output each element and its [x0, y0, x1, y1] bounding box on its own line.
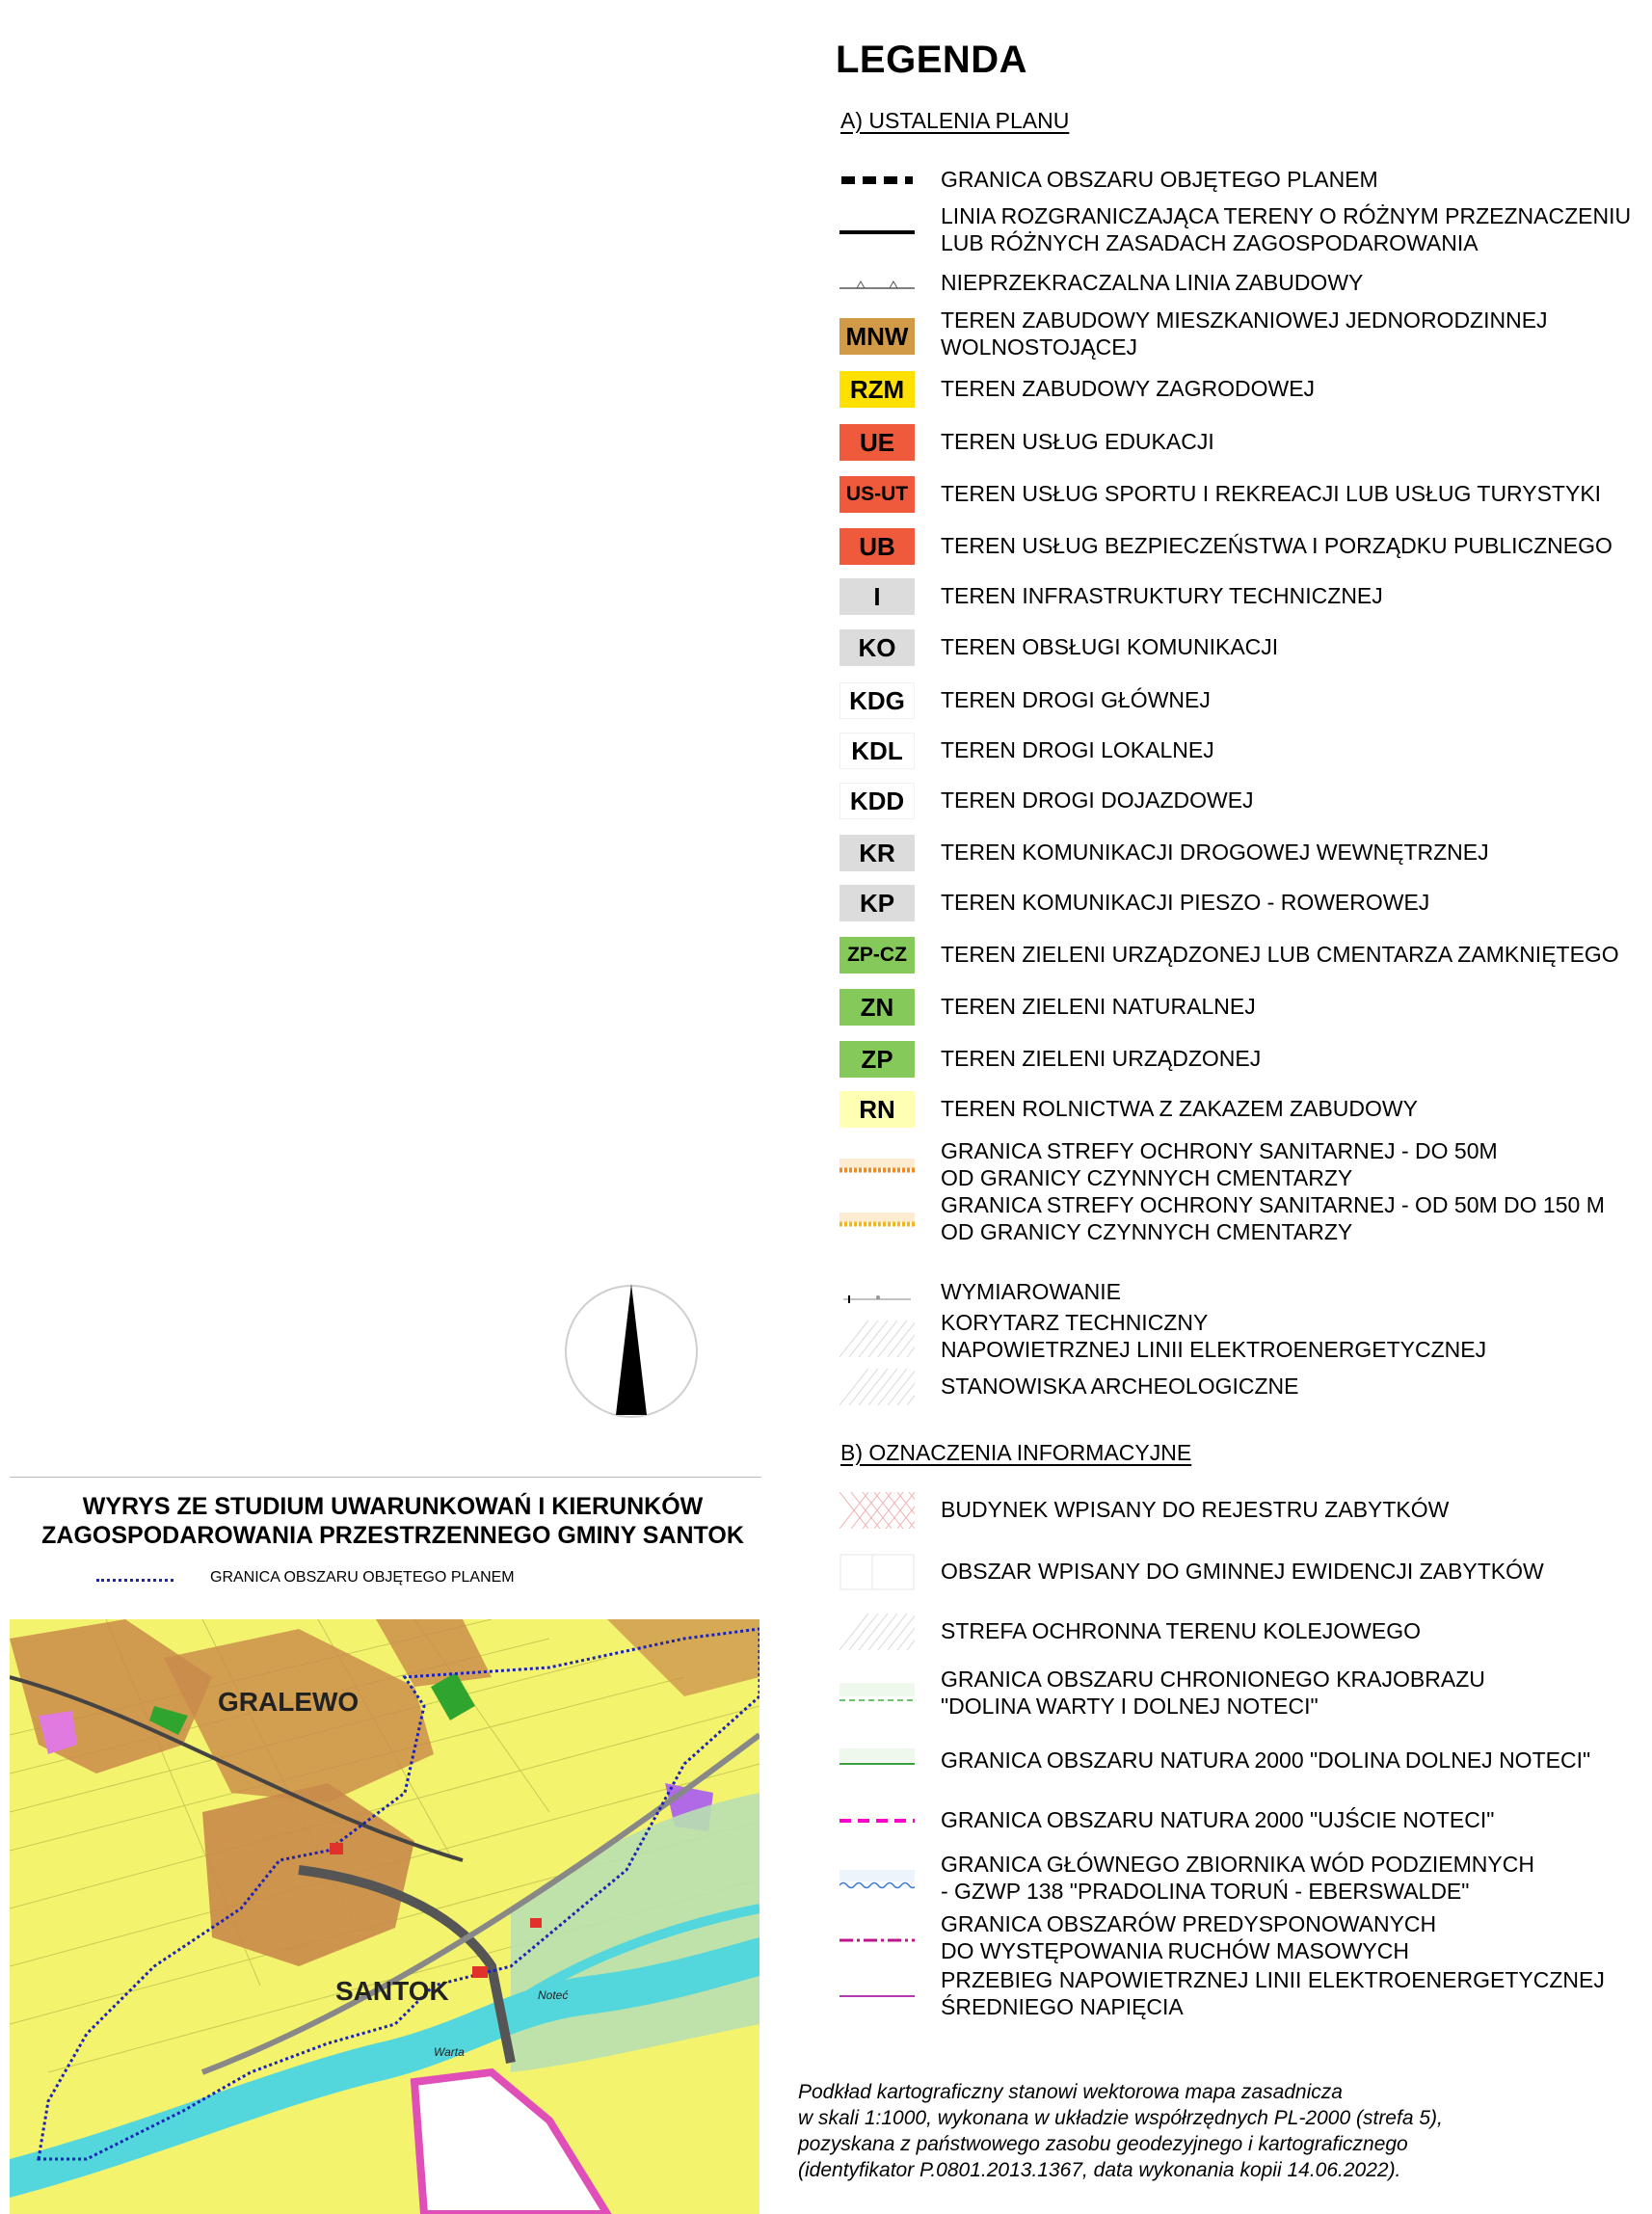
legend-a-label — [941, 166, 1378, 193]
swatch-code: US-UT — [845, 483, 909, 505]
legend-a-swatch — [839, 371, 915, 408]
legend-b-swatch — [839, 1677, 915, 1714]
swatch-code: KDL — [851, 735, 903, 765]
swatch-code: I — [873, 581, 881, 611]
legend-label-line: OD GRANICY CZYNNYCH CMENTARZY — [941, 1165, 1353, 1190]
map-label-santok: SANTOK — [335, 1976, 449, 2006]
source-note-line: pozyskana z państwowego zasobu geodezyjnego i kartograficznego — [798, 2133, 1408, 2155]
legend-b-swatch — [839, 1978, 915, 2014]
legend-a-label — [941, 1137, 1498, 1191]
legend-label-line: OD GRANICY CZYNNYCH CMENTARZY — [941, 1219, 1353, 1244]
study-map-graphic — [10, 1619, 759, 2214]
legend-label-line: GRANICA OBSZARU CHRONIONEGO KRAJOBRAZU — [941, 1667, 1485, 1692]
swatch-code: RN — [859, 1094, 895, 1124]
legend-a-swatch — [839, 1041, 915, 1078]
legend-a-swatch — [839, 265, 915, 302]
swatch-code: KO — [858, 632, 896, 662]
source-note-line: (identyfikator P.0801.2013.1367, data wykonania kopii 14.06.2022). — [798, 2159, 1401, 2181]
legend-a-label — [941, 1191, 1605, 1245]
legend-a-swatch — [839, 578, 915, 615]
legend-a-label — [941, 736, 1214, 763]
map-label-notec: Noteć — [538, 1988, 569, 2002]
legend-label-line: WOLNOSTOJĄCEJ — [941, 334, 1138, 360]
legend-label-line: GRANICA OBSZARÓW PREDYSPONOWANYCH — [941, 1911, 1437, 1936]
legend-a-swatch — [839, 1320, 915, 1357]
legend-a-swatch — [839, 733, 915, 769]
legend-label-line: TEREN USŁUG SPORTU I REKREACJI LUB USŁUG TURYSTYKI — [941, 481, 1602, 506]
legend-label-line: TEREN OBSŁUGI KOMUNIKACJI — [941, 634, 1279, 659]
legend-a-label — [941, 202, 1631, 256]
legend-b-label — [941, 1966, 1605, 2020]
legend-b-label — [941, 1617, 1421, 1644]
map-label-warta: Warta — [434, 2045, 465, 2059]
legend-a-swatch — [839, 937, 915, 974]
legend-a-swatch — [839, 885, 915, 921]
legend-label-line: GRANICA OBSZARU NATURA 2000 "DOLINA DOLNEJ NOTECI" — [941, 1747, 1591, 1773]
legend-a-label — [941, 1045, 1261, 1072]
legend-a-label — [941, 1278, 1121, 1305]
legend-b-label — [941, 1496, 1449, 1523]
north-arrow-icon — [562, 1282, 701, 1421]
swatch-code: KDD — [849, 786, 905, 815]
legend-label-line: TEREN ZIELENI NATURALNEJ — [941, 994, 1256, 1019]
legend-label-line: NIEPRZEKRACZALNA LINIA ZABUDOWY — [941, 270, 1364, 295]
legend-label-line: GRANICA OBSZARU NATURA 2000 "UJŚCIE NOTECI" — [941, 1807, 1495, 1832]
legend-a-swatch — [839, 989, 915, 1026]
legend-b-swatch — [839, 1614, 915, 1650]
legend-a-swatch — [839, 1091, 915, 1128]
legend-label-line: WYMIAROWANIE — [941, 1279, 1121, 1304]
legend-label-line: GRANICA OBSZARU OBJĘTEGO PLANEM — [941, 167, 1378, 192]
legend-label-line: DO WYSTĘPOWANIA RUCHÓW MASOWYCH — [941, 1938, 1409, 1963]
legend-label-line: "DOLINA WARTY I DOLNEJ NOTECI" — [941, 1694, 1319, 1719]
legend-a-swatch — [839, 1369, 915, 1405]
legend-b-swatch — [839, 1554, 915, 1590]
legend-label-line: TEREN USŁUG EDUKACJI — [941, 429, 1214, 454]
legend-a-label — [941, 787, 1254, 814]
legend-a-swatch — [839, 629, 915, 666]
map-label-gralewo: GRALEWO — [218, 1687, 360, 1717]
legend-a-label — [941, 480, 1601, 507]
swatch-code: ZP-CZ — [847, 944, 907, 966]
plan-boundary-symbol — [96, 1579, 173, 1582]
legend-label-line: LUB RÓŻNYCH ZASADACH ZAGOSPODAROWANIA — [941, 230, 1479, 255]
legend-a-swatch — [839, 1203, 915, 1240]
legend-a-label — [941, 686, 1211, 713]
legend-b-swatch — [839, 1922, 915, 1959]
legend-a-swatch — [839, 476, 915, 513]
legend-label-line: TEREN ZIELENI URZĄDZONEJ LUB CMENTARZA ZAMKNIĘTEGO — [941, 942, 1619, 967]
legend-a-label — [941, 428, 1214, 455]
swatch-code: UE — [859, 427, 895, 457]
legend-a-swatch — [839, 214, 915, 251]
legend-title: LEGENDA — [836, 39, 1028, 81]
legend-a-label — [941, 1095, 1418, 1122]
legend-a-label — [941, 993, 1256, 1020]
legend-b-label — [941, 1910, 1436, 1964]
swatch-code: MNW — [845, 321, 909, 351]
legend-a-label — [941, 307, 1548, 360]
legend-label-line: NAPOWIETRZNEJ LINII ELEKTROENERGETYCZNEJ — [941, 1337, 1487, 1362]
legend-label-line: TEREN DROGI DOJAZDOWEJ — [941, 787, 1254, 813]
wyrys-title-line1: WYRYS ZE STUDIUM UWARUNKOWAŃ I KIERUNKÓW — [82, 1493, 704, 1520]
swatch-code: KP — [859, 888, 895, 918]
legend-label-line: TEREN ZABUDOWY ZAGRODOWEJ — [941, 376, 1316, 401]
legend-a-label — [941, 1309, 1486, 1363]
legend-label-line: BUDYNEK WPISANY DO REJESTRU ZABYTKÓW — [941, 1497, 1450, 1522]
legend-label-line: TEREN DROGI GŁÓWNEJ — [941, 687, 1211, 712]
legend-a-label — [941, 839, 1489, 866]
legend-a-swatch — [839, 318, 915, 355]
legend-label-line: TEREN KOMUNIKACJI PIESZO - ROWEROWEJ — [941, 890, 1430, 915]
source-note — [798, 2079, 1443, 2183]
legend-a-swatch — [839, 1149, 915, 1186]
legend-label-line: GRANICA STREFY OCHRONY SANITARNEJ - DO 50M — [941, 1138, 1498, 1163]
swatch-code: RZM — [849, 374, 905, 404]
legend-b-swatch — [839, 1862, 915, 1899]
legend-label-line: LINIA ROZGRANICZAJĄCA TERENY O RÓŻNYM PRZEZNACZENIU — [941, 203, 1632, 228]
wyrys-title — [10, 1492, 776, 1550]
legend-label-line: TEREN DROGI LOKALNEJ — [941, 737, 1214, 762]
legend-a-swatch — [839, 835, 915, 871]
legend-label-line: - GZWP 138 "PRADOLINA TORUŃ - EBERSWALDE" — [941, 1879, 1470, 1904]
wyrys-title-line2: ZAGOSPODAROWANIA PRZESTRZENNEGO GMINY SANTOK — [41, 1522, 744, 1549]
legend-b-swatch — [839, 1802, 915, 1839]
legend-label-line: GRANICA GŁÓWNEGO ZBIORNIKA WÓD PODZIEMNYCH — [941, 1852, 1534, 1877]
legend-a-label — [941, 1373, 1298, 1400]
swatch-code: ZN — [860, 992, 894, 1022]
legend-label-line: TEREN ZABUDOWY MIESZKANIOWEJ JEDNORODZINNEJ — [941, 307, 1548, 333]
legend-a-swatch — [839, 1274, 915, 1311]
legend-label-line: PRZEBIEG NAPOWIETRZNEJ LINII ELEKTROENERGETYCZNEJ — [941, 1967, 1605, 1992]
legend-a-swatch — [839, 424, 915, 461]
swatch-code: ZP — [861, 1044, 893, 1074]
swatch-code: KDG — [849, 685, 905, 715]
legend-a-label — [941, 582, 1383, 609]
wyrys-legend-label: GRANICA OBSZARU OBJĘTEGO PLANEM — [210, 1569, 515, 1586]
legend-label-line: TEREN ROLNICTWA Z ZAKAZEM ZABUDOWY — [941, 1096, 1418, 1121]
study-map — [10, 1619, 759, 2214]
legend-b-label — [941, 1851, 1534, 1905]
legend-a-swatch — [839, 783, 915, 819]
legend-label-line: TEREN KOMUNIKACJI DROGOWEJ WEWNĘTRZNEJ — [941, 840, 1489, 865]
legend-label-line: STREFA OCHRONNA TERENU KOLEJOWEGO — [941, 1618, 1421, 1643]
legend-label-line: TEREN USŁUG BEZPIECZEŃSTWA I PORZĄDKU PUBLICZNEGO — [941, 533, 1612, 558]
legend-a-label — [941, 532, 1612, 559]
swatch-code: KR — [859, 838, 895, 867]
legend-a-label — [941, 633, 1278, 660]
source-note-line: w skali 1:1000, wykonana w układzie współrzędnych PL-2000 (strefa 5), — [798, 2107, 1443, 2129]
legend-label-line: STANOWISKA ARCHEOLOGICZNE — [941, 1374, 1299, 1399]
legend-b-label — [941, 1558, 1544, 1585]
divider — [10, 1477, 761, 1478]
legend-a-label — [941, 889, 1429, 916]
legend-b-label — [941, 1806, 1494, 1833]
legend-a-swatch — [839, 682, 915, 719]
legend-label-line: ŚREDNIEGO NAPIĘCIA — [941, 1994, 1184, 2019]
legend-label-line: OBSZAR WPISANY DO GMINNEJ EWIDENCJI ZABYTKÓW — [941, 1559, 1544, 1584]
section-b-heading: B) OZNACZENIA INFORMACYJNE — [840, 1440, 1192, 1465]
swatch-code: UB — [859, 531, 895, 561]
legend-a-label — [941, 269, 1363, 296]
legend-a-swatch — [839, 162, 915, 199]
legend-b-label — [941, 1666, 1485, 1720]
legend-a-label — [941, 375, 1315, 402]
source-note-line: Podkład kartograficzny stanowi wektorowa mapa zasadnicza — [798, 2081, 1343, 2103]
legend-label-line: TEREN ZIELENI URZĄDZONEJ — [941, 1046, 1262, 1071]
legend-label-line: KORYTARZ TECHNICZNY — [941, 1310, 1209, 1335]
section-a-heading: A) USTALENIA PLANU — [840, 108, 1070, 133]
legend-b-swatch — [839, 1492, 915, 1529]
legend-a-swatch — [839, 528, 915, 565]
legend-label-line: GRANICA STREFY OCHRONY SANITARNEJ - OD 50M DO 150 M — [941, 1192, 1605, 1217]
legend-label-line: TEREN INFRASTRUKTURY TECHNICZNEJ — [941, 583, 1383, 608]
legend-a-label — [941, 941, 1619, 968]
legend-b-label — [941, 1747, 1590, 1774]
legend-b-swatch — [839, 1743, 915, 1779]
